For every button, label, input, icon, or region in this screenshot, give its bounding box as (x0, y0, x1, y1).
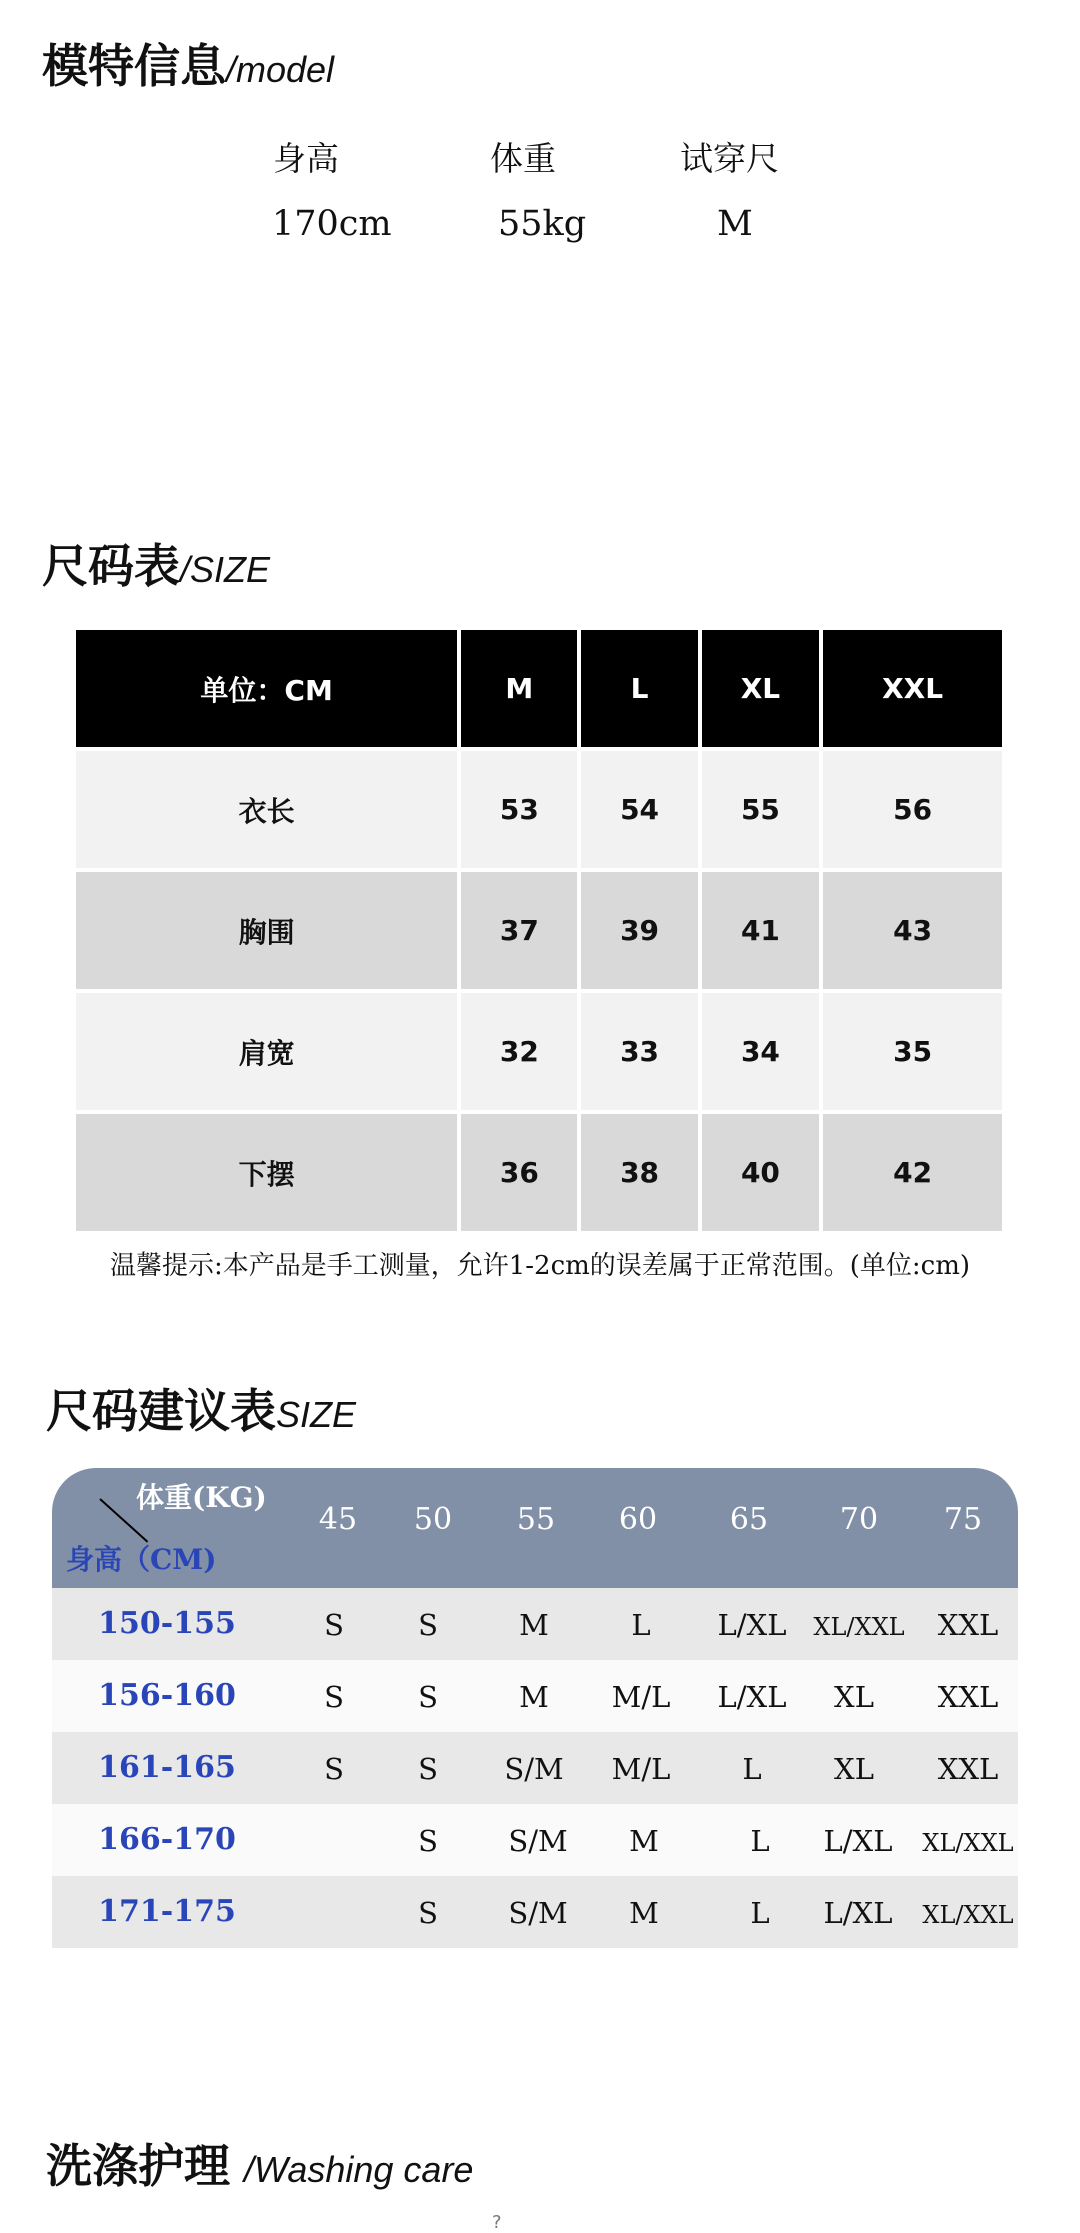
weight-axis-label: 体重(KG) (136, 1481, 267, 1514)
size-cell: 38 (581, 1114, 697, 1231)
size-cell: 53 (461, 751, 577, 868)
size-title-zh: 尺码表 (42, 539, 180, 593)
weight-col: 55 (516, 1502, 556, 1537)
size-cell: 43 (823, 872, 1002, 989)
size-suggestion: S (418, 1608, 438, 1642)
size-suggestion: XL (834, 1680, 874, 1714)
height-range: 171-175 (98, 1894, 236, 1929)
recommend-header (52, 1468, 1018, 1588)
size-cell: 39 (581, 872, 697, 989)
size-suggestion: L/XL (717, 1608, 787, 1642)
care-title-en: /Washing care (244, 2149, 474, 2190)
size-table (72, 626, 1006, 1235)
size-row-label: 下摆 (76, 1114, 457, 1231)
size-table-header-row (76, 630, 1002, 747)
size-suggestion: L/XL (823, 1896, 893, 1930)
size-cell: 32 (461, 993, 577, 1110)
size-suggestion: S (418, 1680, 438, 1714)
size-suggestion: L/XL (717, 1680, 787, 1714)
height-axis-label: 身高（CM) (66, 1543, 217, 1576)
height-range: 150-155 (98, 1606, 236, 1641)
weight-col: 65 (729, 1502, 769, 1537)
size-suggestion: M (629, 1896, 659, 1930)
size-suggestion: M (519, 1680, 549, 1714)
recommend-title-zh: 尺码建议表 (46, 1384, 276, 1438)
size-cell: 55 (702, 751, 820, 868)
height-range: 166-170 (98, 1822, 236, 1857)
size-row-label: 肩宽 (76, 993, 457, 1110)
size-suggestion: S (324, 1752, 344, 1786)
recommend-row (52, 1876, 1018, 1948)
size-suggestion: XXL (937, 1752, 999, 1786)
size-cell: 33 (581, 993, 697, 1110)
model-header-size: 试穿尺 (680, 139, 779, 178)
size-suggestion: XXL (937, 1608, 999, 1642)
recommend-row (52, 1804, 1018, 1876)
size-row-length (76, 751, 1002, 868)
size-row-shoulder (76, 993, 1002, 1110)
size-cell: 37 (461, 872, 577, 989)
size-cell: 36 (461, 1114, 577, 1231)
size-suggestion: S (418, 1752, 438, 1786)
weight-col: 75 (943, 1502, 983, 1537)
model-value-row (0, 204, 1080, 254)
height-range: 156-160 (98, 1678, 236, 1713)
size-suggestion: L (742, 1752, 762, 1786)
size-suggestion: L (631, 1608, 651, 1642)
recommend-section-title (46, 1375, 356, 1441)
size-suggestion: M/L (611, 1752, 671, 1786)
model-value-size: M (717, 204, 753, 244)
size-suggestion: S (324, 1608, 344, 1642)
recommend-table (52, 1468, 1018, 1948)
size-col-unit: 单位：CM (76, 630, 457, 747)
measurement-note: 温馨提示:本产品是手工测量，允许1-2cm的误差属于正常范围。(单位:cm) (109, 1251, 971, 1281)
size-cell: 34 (702, 993, 820, 1110)
size-cell: 35 (823, 993, 1002, 1110)
size-cell: 56 (823, 751, 1002, 868)
size-suggestion: S/M (508, 1824, 568, 1858)
size-row-hem (76, 1114, 1002, 1231)
size-suggestion: M (519, 1608, 549, 1642)
size-suggestion: S/M (508, 1896, 568, 1930)
size-col-l: L (581, 630, 697, 747)
size-col-m: M (461, 630, 577, 747)
size-suggestion: S/M (504, 1752, 564, 1786)
size-col-xxl: XXL (823, 630, 1002, 747)
size-row-label: 衣长 (76, 751, 457, 868)
size-col-xl: XL (702, 630, 820, 747)
model-header-weight: 体重 (490, 139, 556, 178)
model-title-zh: 模特信息 (42, 39, 226, 93)
model-header-row (0, 133, 1080, 183)
size-suggestion: XL/XXL (922, 1829, 1014, 1857)
size-suggestion: XL (834, 1752, 874, 1786)
weight-col: 60 (618, 1502, 658, 1537)
care-title-zh: 洗涤护理 (46, 2139, 230, 2193)
care-partial-glyph: ? (492, 2212, 502, 2233)
size-section-title (42, 530, 270, 596)
recommend-row (52, 1732, 1018, 1804)
size-suggestion: XL/XXL (922, 1901, 1014, 1929)
size-row-chest (76, 872, 1002, 989)
model-value-height: 170cm (272, 204, 392, 244)
size-suggestion: L/XL (823, 1824, 893, 1858)
weight-col: 45 (318, 1502, 358, 1537)
size-suggestion: S (418, 1896, 438, 1930)
size-row-label: 胸围 (76, 872, 457, 989)
size-cell: 42 (823, 1114, 1002, 1231)
weight-col: 70 (839, 1502, 879, 1537)
size-title-en: /SIZE (180, 549, 271, 590)
size-suggestion: M (629, 1824, 659, 1858)
model-title-en: /model (226, 49, 335, 90)
weight-col: 50 (413, 1502, 453, 1537)
model-section-title (42, 30, 334, 96)
care-section-title (46, 2130, 473, 2196)
size-suggestion: L (750, 1824, 770, 1858)
size-cell: 54 (581, 751, 697, 868)
recommend-row (52, 1588, 1018, 1660)
size-cell: 40 (702, 1114, 820, 1231)
model-value-weight: 55kg (498, 204, 587, 244)
size-suggestion: S (324, 1680, 344, 1714)
size-suggestion: L (750, 1896, 770, 1930)
size-suggestion: M/L (611, 1680, 671, 1714)
height-range: 161-165 (98, 1750, 236, 1785)
size-suggestion: XXL (937, 1680, 999, 1714)
size-suggestion: S (418, 1824, 438, 1858)
size-suggestion: XL/XXL (813, 1613, 905, 1641)
recommend-title-en: SIZE (276, 1394, 357, 1435)
size-cell: 41 (702, 872, 820, 989)
recommend-row (52, 1660, 1018, 1732)
model-header-height: 身高 (273, 139, 339, 178)
